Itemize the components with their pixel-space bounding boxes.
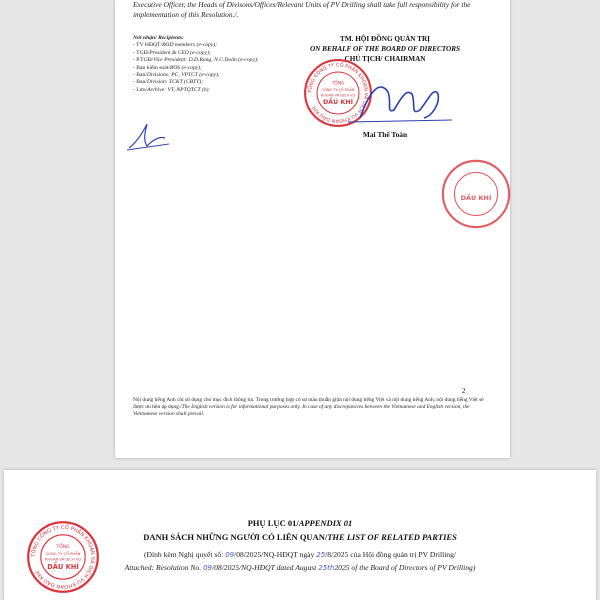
recipients-heading: Nơi nhận/ Recipients: (133, 35, 184, 41)
appendix-reference-en: Attached: Resolution No. 09/08/2025/NQ-HĐQT dated August 25th2025 of the Board of Directors of PV Drilling) (124, 563, 476, 572)
page-number: 2 (462, 387, 466, 395)
recipient-line: - TV HĐQT/BOD members (e-copy); (133, 42, 217, 49)
board-title-vn: TM. HỘI ĐỒNG QUẢN TRỊ (340, 35, 430, 43)
svg-text:DẦU KHÍ: DẦU KHÍ (47, 562, 79, 571)
chairman-signature (340, 70, 460, 130)
document-page-1 (115, 0, 510, 458)
recipient-line: - Ban/Division: TCKT (CBTT); (133, 79, 203, 86)
svg-text:TỔNG CÔNG TY CỔ PHẦN KHOAN VÀ: TỔNG CÔNG TY CỔ PHẦN KHOAN VÀ DỊCH VỤ KHOAN DẦU KHÍ (307, 62, 369, 124)
svg-text:KHOAN VÀ DỊCH VỤ: KHOAN VÀ DỊCH VỤ (320, 93, 356, 98)
initials-signature (123, 118, 173, 154)
resolution-closing-text: Executive Officer, the Heads of Divisons/Offices/Relevant Units of PV Drilling shall take full responsibility for the implementation of this Resolution./. (133, 0, 471, 19)
recipient-line: - TGĐ/President & CEO (e-copy); (133, 49, 211, 56)
document-page-2 (4, 470, 596, 600)
edge-stamp (440, 158, 492, 230)
recipient-line: - P.TGĐ/Vice President: D.D.Rang, N.C.Doãn (e-copy); (133, 57, 259, 64)
svg-text:CÔNG TY CỔ PHẦN: CÔNG TY CỔ PHẦN (321, 87, 355, 92)
board-title-en: ON BEHALF OF THE BOARD OF DIRECTORS (309, 45, 461, 53)
recipient-line: - Lưu/Archive: VT, NPTQTCT (h). (133, 86, 210, 93)
svg-text:TỔNG CÔNG TY CỔ PHẦN KHOAN VÀ: TỔNG CÔNG TY CỔ PHẦN KHOAN VÀ DỊCH VỤ KHOAN DẦU KHÍ (30, 524, 96, 590)
recipient-line: - Ban kiểm soát/BOS (e-copy); (133, 64, 202, 71)
recipient-line: - Ban/Divisions: PC, VPTCT (e-copy); (133, 72, 220, 79)
svg-text:DẦU KHÍ: DẦU KHÍ (460, 193, 492, 202)
appendix-subtitle: DANH SÁCH NHỮNG NGƯỜI CÓ LIÊN QUAN/THE LIST OF RELATED PARTIES (143, 532, 457, 542)
language-footnote: Nội dung tiếng Anh chỉ sử dụng cho mục đích thông tin. Trong trường hợp có sự mâu thuẫn giữa nội dung tiếng Việt và nội dung tiếng Anh, nội dung tiếng Việt sẽ được ưu tiên áp dụng./The English version is for informational purposes only. In case of any discrepancies between the Vietnamese and English version, the Vietnamese version shall prevail. (133, 397, 484, 417)
svg-text:CÔNG TY CỔ PHẦN: CÔNG TY CỔ PHẦN (45, 551, 81, 556)
appendix-reference-vn: (Đính kèm Nghị quyết số: 09/08/2025/NQ-HĐQT ngày 25/8/2025 của Hội đồng quản trị PV Drilling/ (143, 550, 457, 559)
signer-name: Mai Thế Toàn (362, 130, 408, 139)
svg-text:DẦU KHÍ: DẦU KHÍ (323, 99, 353, 107)
svg-text:TỔNG: TỔNG (56, 545, 70, 551)
svg-text:TỔNG: TỔNG (331, 80, 345, 86)
appendix-title: PHỤ LỤC 01/APPENDIX 01 (247, 518, 353, 528)
chairman-title: CHỦ TỊCH/ CHAIRMAN (344, 55, 426, 63)
svg-text:KHOAN VÀ DỊCH VỤ: KHOAN VÀ DỊCH VỤ (44, 557, 82, 562)
